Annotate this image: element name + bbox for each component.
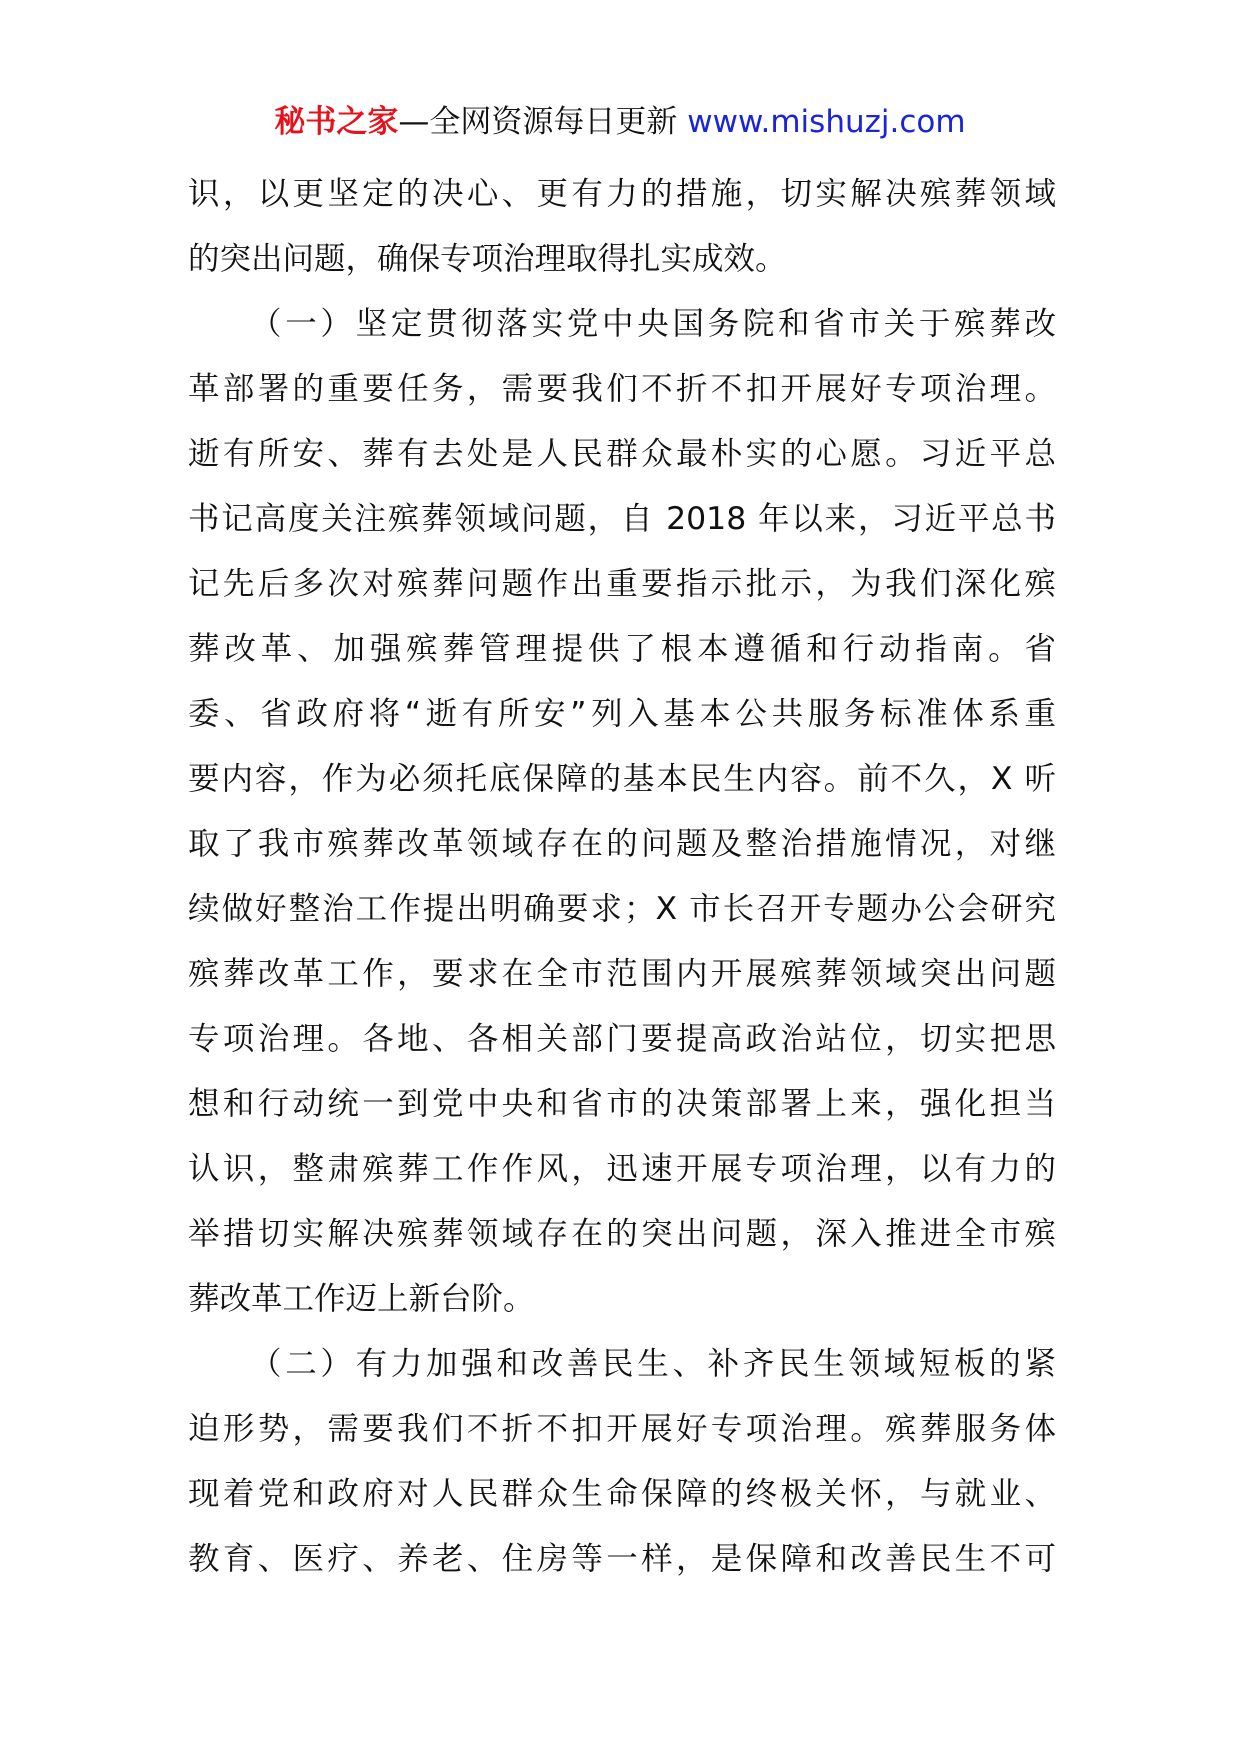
text-line: 迫形势，需要我们不折不扣开展好专项治理。殡葬服务体 bbox=[188, 1411, 1056, 1447]
text-line: 认识，整肃殡葬工作作风，迅速开展专项治理，以有力的 bbox=[188, 1151, 1056, 1187]
text-line: 要内容，作为必须托底保障的基本民生内容。前不久，X 听 bbox=[188, 761, 1056, 797]
text-line: 专项治理。各地、各相关部门要提高政治站位，切实把思 bbox=[188, 1021, 1056, 1057]
site-slogan: —全网资源每日更新 bbox=[398, 104, 688, 140]
text-line: （二）有力加强和改善民生、补齐民生领域短板的紧 bbox=[250, 1346, 1056, 1382]
text-line: 的突出问题，确保专项治理取得扎实成效。 bbox=[188, 241, 787, 277]
site-header bbox=[0, 100, 1240, 144]
text-line: 逝有所安、葬有去处是人民群众最朴实的心愿。习近平总 bbox=[188, 436, 1056, 472]
text-line: 委、省政府将“逝有所安”列入基本公共服务标准体系重 bbox=[188, 696, 1056, 732]
document-body bbox=[188, 162, 1056, 1592]
site-url[interactable]: www.mishuzj.com bbox=[687, 104, 966, 140]
text-line: 葬改革、加强殡葬管理提供了根本遵循和行动指南。省 bbox=[188, 631, 1056, 667]
text-line: 书记高度关注殡葬领域问题，自 2018 年以来，习近平总书 bbox=[188, 501, 1056, 537]
text-line: 殡葬改革工作，要求在全市范围内开展殡葬领域突出问题 bbox=[188, 956, 1056, 992]
text-line: 记先后多次对殡葬问题作出重要指示批示，为我们深化殡 bbox=[188, 566, 1056, 602]
text-line: 现着党和政府对人民群众生命保障的终极关怀，与就业、 bbox=[188, 1476, 1056, 1512]
text-line: 取了我市殡葬改革领域存在的问题及整治措施情况，对继 bbox=[188, 826, 1056, 862]
text-line: 识，以更坚定的决心、更有力的措施，切实解决殡葬领域 bbox=[188, 176, 1056, 212]
site-brand: 秘书之家 bbox=[274, 104, 399, 140]
text-line: 教育、医疗、养老、住房等一样，是保障和改善民生不可 bbox=[188, 1541, 1056, 1577]
text-line: 想和行动统一到党中央和省市的决策部署上来，强化担当 bbox=[188, 1086, 1056, 1122]
text-line: 续做好整治工作提出明确要求；X 市长召开专题办公会研究 bbox=[188, 891, 1056, 927]
text-line: （一）坚定贯彻落实党中央国务院和省市关于殡葬改 bbox=[250, 306, 1056, 342]
text-line: 举措切实解决殡葬领域存在的突出问题，深入推进全市殡 bbox=[188, 1216, 1056, 1252]
text-line: 革部署的重要任务，需要我们不折不扣开展好专项治理。 bbox=[188, 371, 1056, 407]
text-line: 葬改革工作迈上新台阶。 bbox=[188, 1281, 535, 1317]
